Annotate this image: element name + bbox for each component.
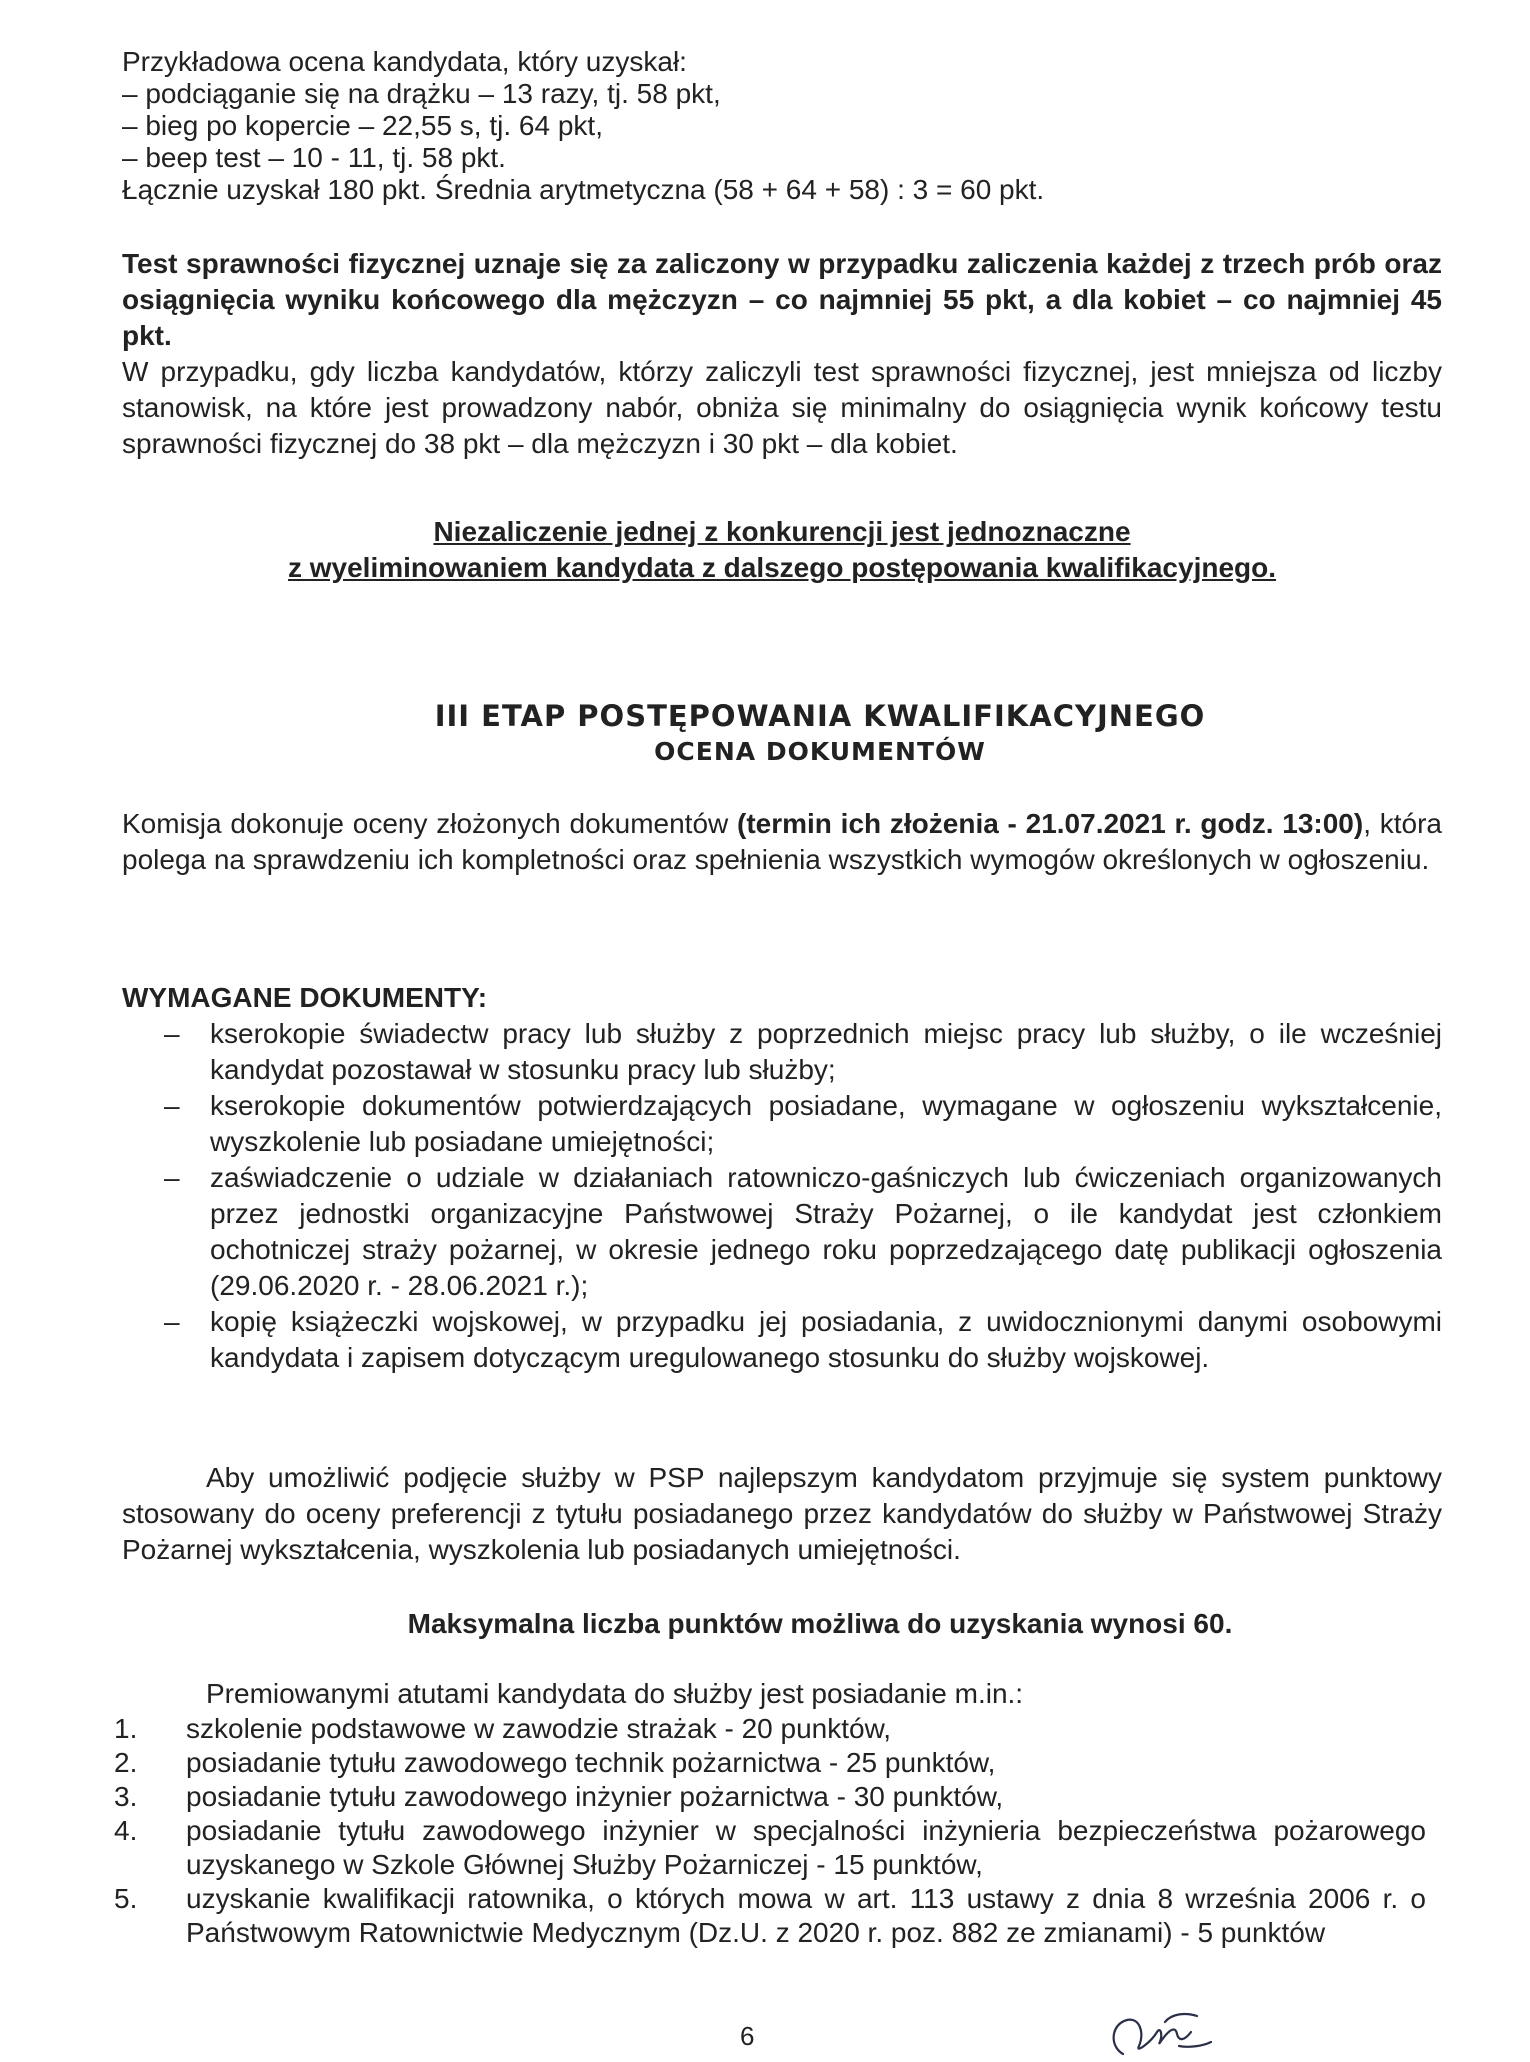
pass-rule-bold: Test sprawności fizycznej uznaje się za zaliczony w przypadku zaliczenia każdej z trzech prób oraz osiągnięcia wyniku końcowego dla mężczyzn – co najmniej 55 pkt, a dla kobiet – co najmniej 45 pkt. [122, 248, 1442, 351]
list-number: 4. [114, 1815, 138, 1846]
required-docs-section [122, 980, 1442, 1376]
max-points: Maksymalna liczba punktów możliwa do uzyskania wynosi 60. [407, 1608, 1233, 1639]
page-number: 6 [740, 2021, 755, 2051]
example-item: – beep test – 10 - 11, tj. 58 pkt. [122, 142, 506, 173]
list-item [114, 1746, 1426, 1780]
stage3-subheading: OCENA DOKUMENTÓW [654, 737, 986, 766]
dash-marker: – [164, 1018, 180, 1049]
dash-marker: – [164, 1306, 180, 1337]
example-total: Łącznie uzyskał 180 pkt. Średnia arytmetyczna (58 + 64 + 58) : 3 = 60 pkt. [122, 174, 1045, 205]
stage3-deadline: (termin ich złożenia - 21.07.2021 r. godz. 13:00) [737, 808, 1364, 839]
list-number: 3. [114, 1781, 138, 1812]
list-item-text: posiadanie tytułu zawodowego inżynier w specjalności inżynieria bezpieczeństwa pożarowego uzyskanego w Szkole Głównej Służby Pożarniczej - 15 punktów, [186, 1815, 1426, 1880]
list-item-text: kserokopie dokumentów potwierdzających posiadane, wymagane w ogłoszeniu wykształcenie, wyszkolenie lub posiadane umiejętności; [210, 1090, 1442, 1157]
list-item [114, 1814, 1426, 1882]
stage3-heading-block [160, 698, 1480, 770]
dash-marker: – [164, 1162, 180, 1193]
list-number: 5. [114, 1883, 138, 1914]
list-item-text: kserokopie świadectw pracy lub służby z poprzednich miejsc pracy lub służby, o ile wcześniej kandydat pozostawał w stosunku pracy lub służby; [210, 1018, 1442, 1085]
elimination-notice [122, 514, 1442, 586]
example-intro: Przykładowa ocena kandydata, który uzyskał: [122, 46, 687, 77]
pass-rule-section [122, 246, 1442, 462]
list-item [114, 1882, 1426, 1950]
list-item-text: posiadanie tytułu zawodowego technik pożarnictwa - 25 punktów, [186, 1747, 996, 1778]
signature-initials [1105, 2002, 1215, 2062]
points-paragraph [122, 1460, 1442, 1568]
premium-list-block [114, 1712, 1426, 1950]
example-item: – bieg po kopercie – 22,55 s, tj. 64 pkt, [122, 110, 603, 141]
elimination-line-1: Niezaliczenie jednej z konkurencji jest jednoznaczne [433, 516, 1131, 547]
points-paragraph-text: Aby umożliwić podjęcie służby w PSP najlepszym kandydatom przyjmuje się system punktowy stosowany do oceny preferencji z tytułu posiadanego przez kandydatów do służby w Państwowej Straży Pożarnej wykształcenia, wyszkolenia lub posiadanych umiejętności. [122, 1462, 1442, 1565]
list-number: 2. [114, 1747, 138, 1778]
pass-rule-normal: W przypadku, gdy liczba kandydatów, którzy zaliczyli test sprawności fizycznej, jest mniejsza od liczby stanowisk, na które jest prowadzony nabór, obniża się minimalny do osiągnięcia wynik końcowy testu sprawności fizycznej do 38 pkt – dla mężczyzn i 30 pkt – dla kobiet. [122, 356, 1442, 459]
stage3-intro [122, 806, 1442, 878]
dash-marker: – [164, 1090, 180, 1121]
list-item [122, 1304, 1442, 1376]
list-item-text: kopię książeczki wojskowej, w przypadku jej posiadania, z uwidocznionymi danymi osobowymi kandydata i zapisem dotyczącym uregulowanego stosunku do służby wojskowej. [210, 1306, 1442, 1373]
required-docs-heading: WYMAGANE DOKUMENTY: [122, 982, 488, 1013]
list-number: 1. [114, 1713, 138, 1744]
list-item [122, 1160, 1442, 1304]
elimination-line-2: z wyeliminowaniem kandydata z dalszego postępowania kwalifikacyjnego. [287, 552, 1277, 583]
list-item [114, 1780, 1426, 1814]
list-item-text: posiadanie tytułu zawodowego inżynier pożarnictwa - 30 punktów, [186, 1781, 1004, 1812]
list-item-text: uzyskanie kwalifikacji ratownika, o których mowa w art. 113 ustawy z dnia 8 września 2006 r. o Państwowym Ratownictwie Medycznym (Dz.U. z 2020 r. poz. 882 ze zmianami) - 5 punktów [186, 1883, 1426, 1948]
example-item: – podciąganie się na drążku – 13 razy, tj. 58 pkt, [122, 78, 721, 109]
list-item-text: szkolenie podstawowe w zawodzie strażak - 20 punktów, [186, 1713, 892, 1744]
list-item [114, 1712, 1426, 1746]
premium-list [114, 1712, 1426, 1950]
premium-intro [122, 1676, 1442, 1712]
stage3-intro-end: , która polega na sprawdzeniu ich kompletności oraz spełnienia wszystkich wymogów określonych w ogłoszeniu. [122, 808, 1442, 875]
list-item [122, 1088, 1442, 1160]
list-item [122, 1016, 1442, 1088]
example-section [122, 46, 1442, 206]
list-item-text: zaświadczenie o udziale w działaniach ratowniczo-gaśniczych lub ćwiczeniach organizowanych przez jednostki organizacyjne Państwowej Straży Pożarnej, o ile kandydat jest członkiem ochotniczej straży pożarnej, w okresie jednego roku poprzedzającego datę publikacji ogłoszenia (29.06.2020 r. - 28.06.2021 r.); [210, 1162, 1442, 1301]
stage3-intro-start: Komisja dokonuje oceny złożonych dokumentów [122, 808, 738, 839]
premium-intro-text: Premiowanymi atutami kandydata do służby jest posiadanie m.in.: [206, 1678, 1024, 1709]
required-docs-list [122, 1016, 1442, 1376]
stage3-heading: III ETAP POSTĘPOWANIA KWALIFIKACYJNEGO [434, 699, 1206, 733]
